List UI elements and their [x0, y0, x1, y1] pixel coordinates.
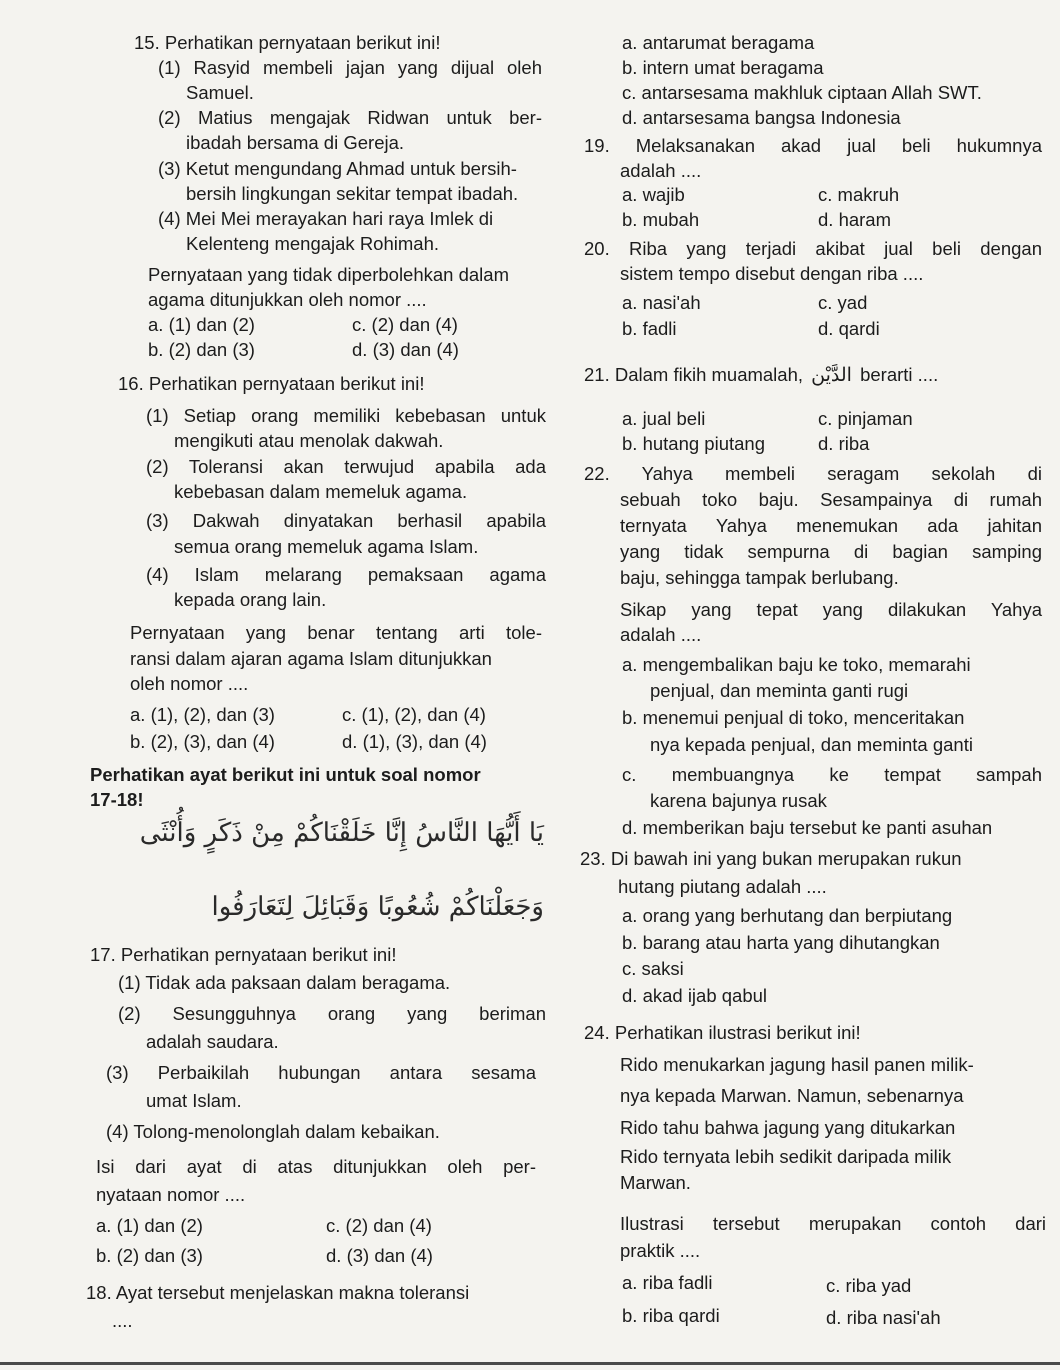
question-text: oleh nomor .... [130, 673, 249, 694]
option-c[interactable]: c. pinjaman [818, 408, 913, 429]
question-24-title: 24. Perhatikan ilustrasi berikut ini! [584, 1022, 861, 1043]
option-c[interactable]: c. antarsesama makhluk ciptaan Allah SWT. [622, 82, 982, 103]
option-d[interactable]: d. akad ijab qabul [622, 985, 768, 1006]
option-a[interactable]: a. (1) dan (2) [148, 314, 255, 335]
ayat-instruction-range: 17-18! [90, 789, 144, 810]
option-d[interactable]: d. (3) dan (4) [326, 1245, 433, 1266]
question-text: yang tidak sempurna di bagian samping [620, 541, 1042, 562]
statement: adalah saudara. [146, 1031, 279, 1052]
statement: (3) Dakwah dinyatakan berhasil apabila [146, 510, 546, 531]
question-20-title: 20. Riba yang terjadi akibat jual beli dengan [584, 238, 1042, 259]
option-a[interactable]: a. (1), (2), dan (3) [130, 704, 275, 725]
question-19-title: 19. Melaksanakan akad jual beli hukumnya [584, 135, 1042, 156]
statement: (3) Ketut mengundang Ahmad untuk bersih- [158, 158, 517, 179]
option-b[interactable]: b. riba qardi [622, 1305, 720, 1326]
question-16-title: 16. Perhatikan pernyataan berikut ini! [118, 373, 425, 394]
option-b[interactable]: b. (2) dan (3) [148, 339, 255, 360]
question-23-title: 23. Di bawah ini yang bukan merupakan rukun [580, 848, 962, 869]
option-c[interactable]: c. riba yad [826, 1275, 912, 1296]
statement: (4) Tolong-menolonglah dalam kebaikan. [106, 1121, 440, 1142]
option-d[interactable]: d. (1), (3), dan (4) [342, 731, 487, 752]
option-b-continued: nya kepada penjual, dan meminta ganti [650, 734, 973, 755]
statement: (2) Matius mengajak Ridwan untuk ber- [158, 107, 542, 128]
question-text: nya kepada Marwan. Namun, sebenarnya [620, 1085, 964, 1106]
arabic-verse-line-2: وَجَعَلْنَاكُمْ شُعُوبًا وَقَبَائِلَ لِتَعَارَفُوا [211, 892, 544, 922]
option-c[interactable]: c. (2) dan (4) [352, 314, 458, 335]
ayat-instruction: Perhatikan ayat berikut ini untuk soal nomor [90, 764, 481, 785]
option-c[interactable]: c. membuangnya ke tempat sampah [622, 764, 1042, 785]
question-text: praktik .... [620, 1240, 701, 1261]
question-text: sebuah toko baju. Sesampainya di rumah [620, 489, 1042, 510]
question-text: adalah .... [620, 160, 702, 181]
option-c[interactable]: c. saksi [622, 958, 684, 979]
question-21-prefix: 21. Dalam fikih muamalah, [584, 364, 804, 385]
question-text: hutang piutang adalah .... [618, 876, 827, 897]
question-15-title: 15. Perhatikan pernyataan berikut ini! [134, 32, 441, 53]
option-c[interactable]: c. makruh [818, 184, 900, 205]
question-text: adalah .... [620, 624, 702, 645]
option-c[interactable]: c. (1), (2), dan (4) [342, 704, 486, 725]
option-b[interactable]: b. (2), (3), dan (4) [130, 731, 275, 752]
statement: mengikuti atau menolak dakwah. [174, 430, 444, 451]
option-d[interactable]: d. (3) dan (4) [352, 339, 459, 360]
option-a[interactable]: a. mengembalikan baju ke toko, memarahi [622, 654, 971, 675]
option-a-continued: penjual, dan meminta ganti rugi [650, 680, 909, 701]
option-a[interactable]: a. (1) dan (2) [96, 1215, 203, 1236]
question-21-title [584, 364, 938, 386]
option-c-continued: karena bajunya rusak [650, 790, 827, 811]
arabic-verse-line-1: يَا أَيُّهَا النَّاسُ إِنَّا خَلَقْنَاكُمْ مِنْ ذَكَرٍ وَأُنْثَى [139, 818, 544, 848]
question-text: Rido ternyata lebih sedikit daripada milik [620, 1146, 952, 1167]
question-text: ternyata Yahya menemukan ada jahitan [620, 515, 1042, 536]
statement: (4) Islam melarang pemaksaan agama [146, 564, 546, 585]
question-text: .... [112, 1310, 133, 1331]
question-text: ransi dalam ajaran agama Islam ditunjukkan [130, 648, 492, 669]
statement: Kelenteng mengajak Rohimah. [186, 233, 439, 254]
arabic-term: الدَّيْن [811, 364, 852, 386]
question-text: Sikap yang tepat yang dilakukan Yahya [620, 599, 1042, 620]
question-text: Ilustrasi tersebut merupakan contoh dari [620, 1213, 1046, 1234]
statement: kebebasan dalam memeluk agama. [174, 481, 468, 502]
option-b[interactable]: b. mubah [622, 209, 700, 230]
question-18-title: 18. Ayat tersebut menjelaskan makna toleransi [86, 1282, 470, 1303]
option-a[interactable]: a. antarumat beragama [622, 32, 815, 53]
option-b[interactable]: b. menemui penjual di toko, menceritakan [622, 707, 965, 728]
statement: semua orang memeluk agama Islam. [174, 536, 479, 557]
question-21-suffix: berarti .... [860, 364, 939, 385]
option-d[interactable]: d. qardi [818, 318, 880, 339]
option-d[interactable]: d. memberikan baju tersebut ke panti asuhan [622, 817, 993, 838]
statement: ibadah bersama di Gereja. [186, 132, 405, 153]
option-a[interactable]: a. wajib [622, 184, 685, 205]
question-17-title: 17. Perhatikan pernyataan berikut ini! [90, 944, 397, 965]
statement: kepada orang lain. [174, 589, 327, 610]
statement: (1) Tidak ada paksaan dalam beragama. [118, 972, 451, 993]
option-b[interactable]: b. fadli [622, 318, 677, 339]
statement: umat Islam. [146, 1090, 242, 1111]
statement: (1) Rasyid membeli jajan yang dijual oleh [158, 57, 542, 78]
option-a[interactable]: a. riba fadli [622, 1272, 713, 1293]
option-d[interactable]: d. riba [818, 433, 870, 454]
question-text: baju, sehingga tampak berlubang. [620, 567, 899, 588]
option-c[interactable]: c. yad [818, 292, 868, 313]
statement: (2) Toleransi akan terwujud apabila ada [146, 456, 546, 477]
question-text: Marwan. [620, 1172, 691, 1193]
option-b[interactable]: b. barang atau harta yang dihutangkan [622, 932, 940, 953]
question-text: sistem tempo disebut dengan riba .... [620, 263, 924, 284]
option-c[interactable]: c. (2) dan (4) [326, 1215, 432, 1236]
option-a[interactable]: a. nasi'ah [622, 292, 701, 313]
option-d[interactable]: d. riba nasi'ah [826, 1307, 941, 1328]
question-text: Pernyataan yang tidak diperbolehkan dalam [148, 264, 509, 285]
question-text: nyataan nomor .... [96, 1184, 246, 1205]
option-a[interactable]: a. jual beli [622, 408, 706, 429]
option-a[interactable]: a. orang yang berhutang dan berpiutang [622, 905, 953, 926]
question-text: Rido menukarkan jagung hasil panen milik- [620, 1054, 974, 1075]
question-text: agama ditunjukkan oleh nomor .... [148, 289, 427, 310]
option-b[interactable]: b. intern umat beragama [622, 57, 824, 78]
option-d[interactable]: d. haram [818, 209, 892, 230]
option-b[interactable]: b. (2) dan (3) [96, 1245, 203, 1266]
option-d[interactable]: d. antarsesama bangsa Indonesia [622, 107, 901, 128]
statement: (3) Perbaikilah hubungan antara sesama [106, 1062, 536, 1083]
statement: (1) Setiap orang memiliki kebebasan untuk [146, 405, 546, 426]
question-22-title: 22. Yahya membeli seragam sekolah di [584, 463, 1042, 484]
statement: bersih lingkungan sekitar tempat ibadah. [186, 183, 519, 204]
question-text: Pernyataan yang benar tentang arti tole- [130, 622, 542, 643]
statement: (2) Sesungguhnya orang yang beriman [118, 1003, 546, 1024]
question-text: Isi dari ayat di atas ditunjukkan oleh per- [96, 1156, 536, 1177]
statement: Samuel. [186, 82, 254, 103]
page-bottom-edge [0, 1362, 1060, 1365]
option-b[interactable]: b. hutang piutang [622, 433, 765, 454]
statement: (4) Mei Mei merayakan hari raya Imlek di [158, 208, 494, 229]
question-text: Rido tahu bahwa jagung yang ditukarkan [620, 1117, 956, 1138]
